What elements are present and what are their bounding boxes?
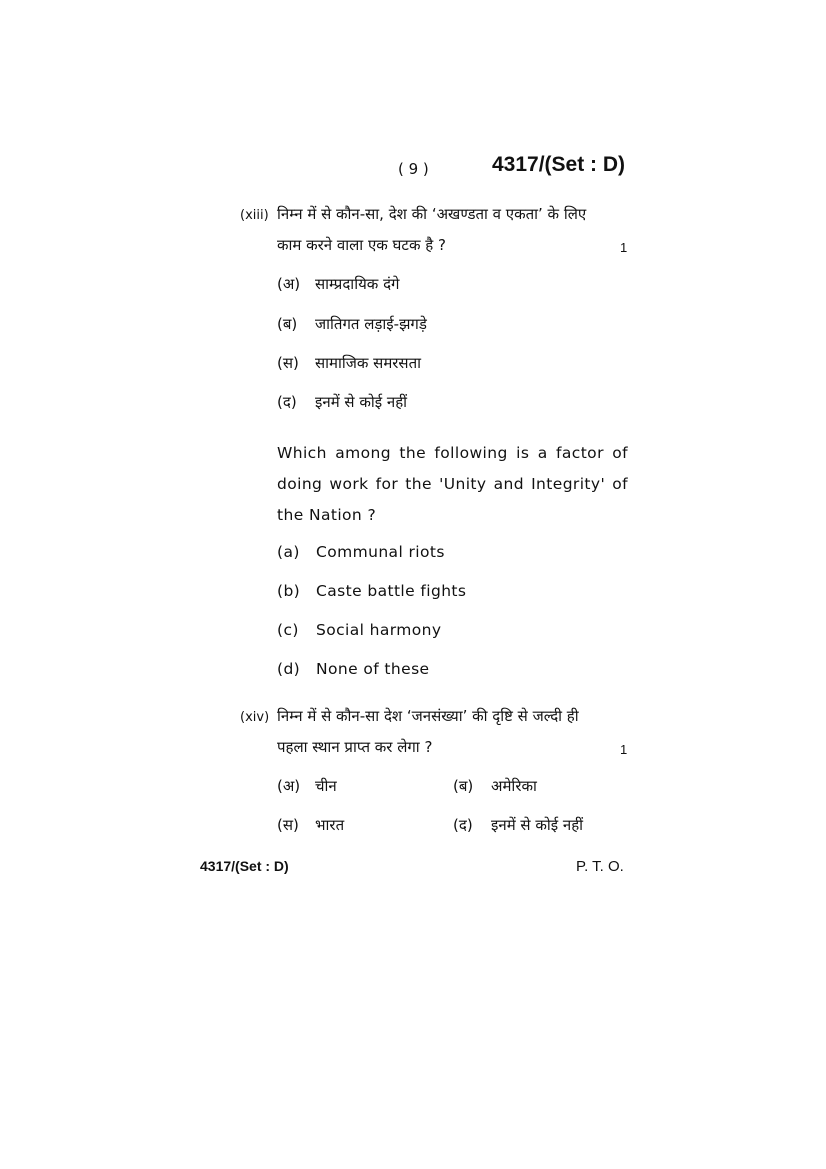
paper-code-header: 4317/(Set : D): [492, 153, 626, 176]
option-label: (d): [277, 660, 301, 678]
page-number: ( 9 ): [398, 160, 429, 178]
option-text: None of these: [316, 660, 430, 678]
option-text: इनमें से कोई नहीं: [315, 393, 408, 411]
question-xiv-hindi-line1: निम्न में से कौन-सा देश ‘जनसंख्या’ की दृष्टि से जल्दी ही: [277, 707, 579, 725]
option-label: (द): [453, 816, 473, 834]
option-label: (ब): [453, 777, 474, 795]
question-number-xiii: (xiii): [240, 208, 269, 223]
option-text: Social harmony: [316, 621, 442, 639]
option-text: साम्प्रदायिक दंगे: [315, 275, 400, 293]
option-label: (c): [277, 621, 299, 639]
option-text: चीन: [315, 777, 337, 795]
option-text: अमेरिका: [491, 777, 537, 795]
option-label: (ब): [277, 315, 298, 333]
paper-code-footer: 4317/(Set : D): [200, 858, 289, 874]
question-number-xiv: (xiv): [240, 710, 270, 725]
option-label: (द): [277, 393, 297, 411]
please-turn-over: P. T. O.: [576, 858, 624, 875]
option-label: (अ): [277, 777, 301, 795]
question-xiii-marks: 1: [620, 240, 628, 255]
option-label: (a): [277, 543, 300, 561]
option-text: सामाजिक समरसता: [315, 354, 422, 372]
option-text: इनमें से कोई नहीं: [491, 816, 584, 834]
option-text: जातिगत लड़ाई-झगड़े: [315, 315, 427, 333]
option-text: Communal riots: [316, 543, 445, 561]
question-xiii-english: Which among the following is a factor of doing work for the 'Unity and Integrity' of the Nation ?: [277, 444, 628, 524]
option-text: Caste battle fights: [316, 582, 467, 600]
option-label: (स): [277, 816, 299, 834]
question-xiv-marks: 1: [620, 742, 628, 757]
option-label: (स): [277, 354, 299, 372]
option-text: भारत: [315, 816, 345, 834]
question-xiii-hindi-line1: निम्न में से कौन-सा, देश की ‘अखण्डता व एकता’ के लिए: [277, 205, 587, 223]
question-xiv-hindi-line2: पहला स्थान प्राप्त कर लेगा ?: [277, 738, 433, 756]
question-xiii-hindi-line2: काम करने वाला एक घटक है ?: [277, 236, 446, 254]
option-label: (अ): [277, 275, 301, 293]
option-label: (b): [277, 582, 301, 600]
